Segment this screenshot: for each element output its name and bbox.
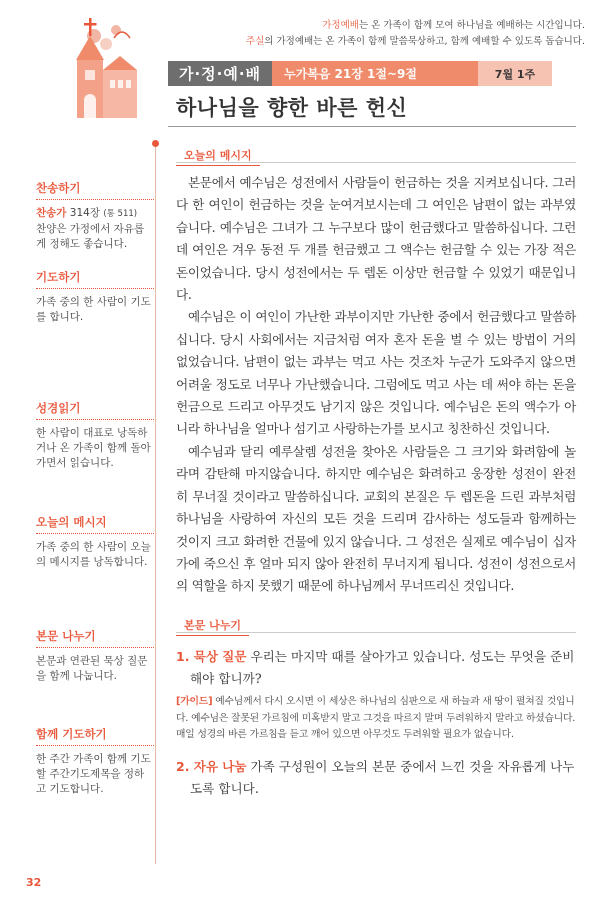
message-section (176, 144, 576, 598)
sidebar-sharing: 본문 나누기 본문과 연관된 묵상 질문을 함께 나눕니다. (36, 628, 154, 684)
sidebar-message: 오늘의 메시지 가족 중의 한 사람이 오늘의 메시지를 낭독합니다. (36, 514, 154, 570)
decor-dot-icon (100, 38, 112, 50)
question-label: 1. 묵상 질문 (176, 649, 247, 664)
sidebar-heading: 함께 기도하기 (36, 726, 154, 746)
page-title: 하나님을 향한 바른 헌신 (176, 96, 408, 120)
page-number: 32 (26, 876, 42, 889)
scripture-reference: 누가복음 21장 1절~9절 (284, 67, 417, 81)
intro-accent: 주실 (245, 36, 265, 47)
sidebar-reading: 성경읽기 한 사람이 대표로 낭독하거나 온 가족이 함께 돌아가면서 읽습니다. (36, 400, 154, 471)
message-paragraph: 예수님과 달리 예루살렘 성전을 찾아온 사람들은 그 크기와 화려함에 놀라며 감탄해 마지않습니다. 하지만 예수님은 화려하고 웅장한 성전이 완전히 무너질 것이라고 말씀하십니다. 교회의 본질은 두 렙돈을 드린 과부처럼 하나님을 사랑하여 자신의 모든 것을 드리며 감사하는 성도들과 함께하는 것이지 크고 화려한 건물에 있지 않습니다. 그 성전은 실제로 예수님이 십자가에 죽으신 후 얼마 되지 않아 완전히 무너지게 됩니다. 성전이 성전으로서의 역할을 하지 못했기 때문에 하나님께서 무너뜨리신 것입니다. (176, 443, 576, 594)
meditation-question: 1. 묵상 질문 우리는 마지막 때를 살아가고 있습니다. 성도는 무엇을 준비해야 합니까? (176, 649, 575, 686)
section-heading: 오늘의 메시지 (176, 146, 260, 166)
door-icon (84, 94, 96, 118)
decor-dot-icon (111, 25, 121, 35)
hymn-number: 314장 (69, 207, 100, 219)
message-body (176, 172, 576, 598)
question-label: 2. 자유 나눔 (176, 758, 247, 774)
sidebar-pray-together: 함께 기도하기 한 주간 가족이 함께 기도할 주간기도제목을 정하고 기도합니다. (36, 726, 154, 797)
message-paragraph: 본문에서 예수님은 성전에서 사람들이 헌금하는 것을 지켜보십니다. 그러다 한 여인이 헌금하는 것을 눈여겨보시는데 그 여인은 남편이 없는 과부였습니다. 예수님은 그녀가 그 누구보다 많이 헌금했다고 말씀하십니다. 그런데 여인은 겨우 동전 두 개를 헌금했고 그 액수는 헌금할 수 있는 가장 적은 돈이었습니다. 당시 성전에서는 두 렙돈 이상만 헌금할 수 있었기 때문입니다. (176, 175, 576, 303)
week-label: 7월 1주 (478, 61, 552, 86)
intro-text: 가정예배는 온 가족이 함께 모여 하나님을 예배하는 시간입니다. 주실의 가정예배는 온 가족이 함께 말씀묵상하고, 함께 예배할 수 있도록 돕습니다. (245, 20, 585, 47)
sidebar-heading: 찬송하기 (36, 180, 154, 200)
free-sharing: 2. 자유 나눔 가족 구성원이 오늘의 본문 중에서 느낀 것을 자유롭게 나누도록 합니다. (176, 758, 575, 796)
message-paragraph: 예수님은 이 여인이 가난한 과부이지만 가난한 중에서 헌금했다고 말씀하십니다. 당시 사회에서는 지금처럼 여자 혼자 돈을 벌 수 있는 방법이 거의 없었습니다. 남편이 없는 과부는 먹고 사는 것조차 누군가 도와주지 않으면 어려울 정도로 너무나 가난했습니다. 그럼에도 먹고 사는 데 써야 하는 돈을 헌금으로 드리고 아무것도 남기지 않은 것입니다. 예수님은 돈의 액수가 아니라 하나님을 얼마나 섬기고 사랑하는가를 보시고 칭찬하신 것입니다. (176, 309, 576, 437)
church-illustration (54, 14, 164, 122)
cross-icon (89, 18, 92, 36)
title-divider (168, 126, 576, 127)
sidebar-hymn: 찬송하기 찬송가 314장 (통 511) 찬양은 가정에서 자유롭게 정해도 좋습니다. (36, 180, 154, 252)
section-heading: 본문 나누기 (176, 616, 249, 636)
sidebar-heading: 기도하기 (36, 269, 154, 289)
sidebar-heading: 성경읽기 (36, 400, 154, 420)
intro-accent: 가정예배 (322, 20, 359, 31)
sharing-section (176, 614, 576, 800)
sidebar (26, 144, 156, 864)
header-band (168, 61, 552, 86)
sidebar-divider (155, 144, 156, 864)
band-title: 가·정·예·배 (168, 61, 272, 86)
sidebar-heading: 본문 나누기 (36, 628, 154, 648)
sidebar-prayer: 기도하기 가족 중의 한 사람이 기도를 합니다. (36, 269, 154, 325)
guide-text: [가이드] 예수님께서 다시 오시면 이 세상은 하나님의 심판으로 새 하늘과 새 땅이 펼쳐질 것입니다. 예수님은 잘못된 가르침에 미혹받지 말고 그것을 따르지 말며 두려워하지 말라고 하셨습니다. 매일 성경의 바른 가르침을 듣고 깨어 있으면 아무것도 두려워할 필요가 없습니다. (176, 696, 576, 741)
sidebar-heading: 오늘의 메시지 (36, 514, 154, 534)
guide-label: [가이드] (176, 696, 213, 707)
